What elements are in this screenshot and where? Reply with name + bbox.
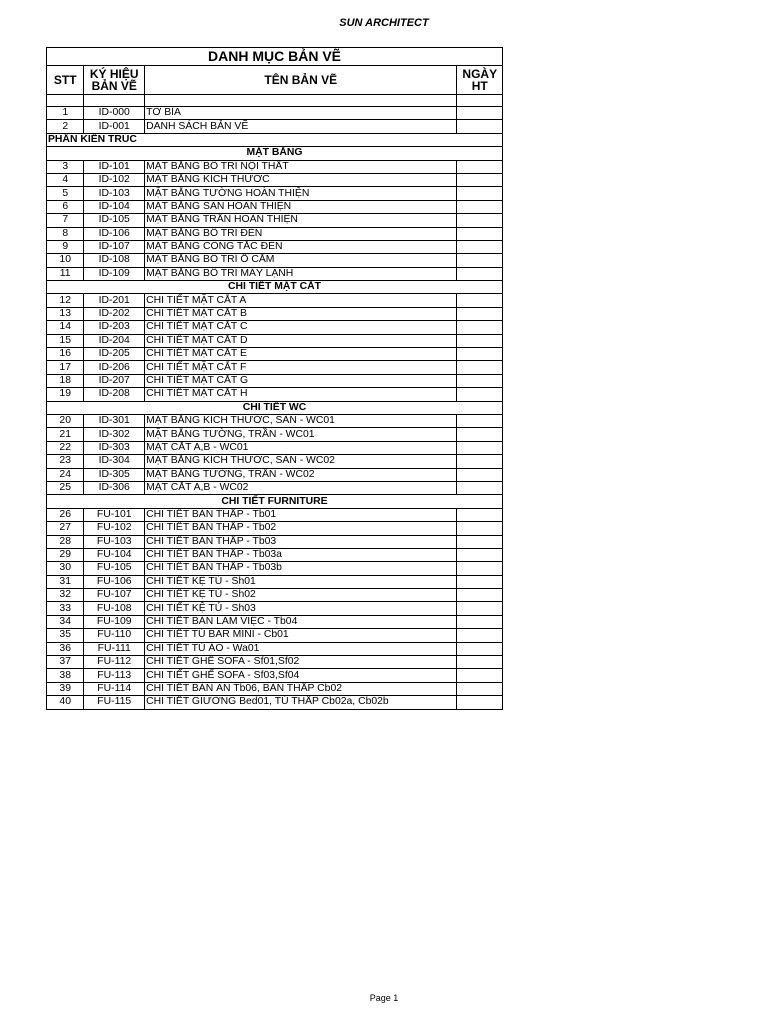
cell-date xyxy=(457,468,503,481)
cell-code: FU-102 xyxy=(84,522,145,535)
cell-code: FU-112 xyxy=(84,656,145,669)
cell-stt: 37 xyxy=(47,656,84,669)
cell-name: CHI TIẾT TỦ BAR MINI - Cb01 xyxy=(145,629,457,642)
cell-code: FU-106 xyxy=(84,575,145,588)
cell-stt: 14 xyxy=(47,321,84,334)
cell-code: FU-108 xyxy=(84,602,145,615)
section-heading-row xyxy=(47,495,503,508)
cell-name: CHI TIẾT GIƯỜNG Bed01, TỦ THẤP Cb02a, Cb02b xyxy=(145,696,457,709)
cell-date xyxy=(457,388,503,401)
cell-stt: 11 xyxy=(47,267,84,280)
cell-name: CHI TIẾT BÀN LÀM VIỆC - Tb04 xyxy=(145,615,457,628)
table-row xyxy=(47,656,503,669)
cell-date xyxy=(457,107,503,120)
table-row xyxy=(47,548,503,561)
cell-date xyxy=(457,334,503,347)
blank-row xyxy=(47,95,503,107)
section-heading-row xyxy=(47,147,503,160)
table-row xyxy=(47,615,503,628)
table-header-row xyxy=(47,66,503,95)
cell-date xyxy=(457,227,503,240)
cell-name: MẶT BẰNG BỐ TRÍ MÁY LẠNH xyxy=(145,267,457,280)
cell-stt: 16 xyxy=(47,348,84,361)
cell-code: FU-111 xyxy=(84,642,145,655)
table-row xyxy=(47,361,503,374)
cell-stt: 9 xyxy=(47,240,84,253)
cell-name: CHI TIẾT MẶT CẮT F xyxy=(145,361,457,374)
cell-date xyxy=(457,307,503,320)
cell-name: CHI TIẾT KỆ TỦ - Sh02 xyxy=(145,589,457,602)
cell-stt: 1 xyxy=(47,107,84,120)
table-row xyxy=(47,267,503,280)
cell-stt: 33 xyxy=(47,602,84,615)
cell-date xyxy=(457,629,503,642)
table-row xyxy=(47,682,503,695)
table-row xyxy=(47,481,503,494)
cell-code: ID-104 xyxy=(84,200,145,213)
table-row xyxy=(47,589,503,602)
cell-stt: 7 xyxy=(47,214,84,227)
table-row xyxy=(47,522,503,535)
cell-code: FU-107 xyxy=(84,589,145,602)
cell-code: ID-203 xyxy=(84,321,145,334)
cell-code: ID-204 xyxy=(84,334,145,347)
cell-name: MẶT CẮT A,B - WC01 xyxy=(145,441,457,454)
cell-name: CHI TIẾT KỆ TỦ - Sh01 xyxy=(145,575,457,588)
section-heading-row xyxy=(47,281,503,294)
blank-cell xyxy=(145,95,457,107)
cell-name: CHI TIẾT KỆ TỦ - Sh03 xyxy=(145,602,457,615)
cell-code: ID-109 xyxy=(84,267,145,280)
cell-stt: 23 xyxy=(47,455,84,468)
cell-code: ID-001 xyxy=(84,120,145,133)
cell-date xyxy=(457,508,503,521)
cell-name: MẶT BẰNG SÀN HOÀN THIỆN xyxy=(145,200,457,213)
table-row xyxy=(47,602,503,615)
cell-code: ID-102 xyxy=(84,173,145,186)
cell-code: FU-105 xyxy=(84,562,145,575)
cell-code: FU-114 xyxy=(84,682,145,695)
cell-code: ID-108 xyxy=(84,254,145,267)
cell-stt: 34 xyxy=(47,615,84,628)
cell-stt: 36 xyxy=(47,642,84,655)
table-row xyxy=(47,334,503,347)
section-heading: CHI TIẾT FURNITURE xyxy=(47,495,503,508)
table-row xyxy=(47,120,503,133)
cell-date xyxy=(457,361,503,374)
cell-date xyxy=(457,642,503,655)
col-header-name: TÊN BẢN VẼ xyxy=(145,66,457,95)
cell-code: FU-110 xyxy=(84,629,145,642)
table-row xyxy=(47,575,503,588)
cell-date xyxy=(457,214,503,227)
table-row xyxy=(47,468,503,481)
cell-name: CHI TIẾT MẶT CẮT E xyxy=(145,348,457,361)
cell-date xyxy=(457,173,503,186)
cell-stt: 18 xyxy=(47,374,84,387)
cell-date xyxy=(457,522,503,535)
cell-stt: 13 xyxy=(47,307,84,320)
cell-stt: 39 xyxy=(47,682,84,695)
cell-name: CHI TIẾT BÀN THẤP - Tb03b xyxy=(145,562,457,575)
section-heading: MẶT BẰNG xyxy=(47,147,503,160)
cell-stt: 22 xyxy=(47,441,84,454)
cell-code: ID-305 xyxy=(84,468,145,481)
cell-code: ID-303 xyxy=(84,441,145,454)
cell-code: ID-103 xyxy=(84,187,145,200)
table-row xyxy=(47,414,503,427)
cell-stt: 12 xyxy=(47,294,84,307)
cell-date xyxy=(457,535,503,548)
cell-name: CHI TIẾT MẶT CẮT G xyxy=(145,374,457,387)
cell-stt: 19 xyxy=(47,388,84,401)
blank-cell xyxy=(84,95,145,107)
cell-stt: 10 xyxy=(47,254,84,267)
cell-name: MẶT BẰNG KÍCH THƯỚC, SÀN - WC02 xyxy=(145,455,457,468)
cell-code: ID-207 xyxy=(84,374,145,387)
cell-name: CHI TIẾT BÀN THẤP - Tb02 xyxy=(145,522,457,535)
cell-date xyxy=(457,548,503,561)
cell-stt: 3 xyxy=(47,160,84,173)
cell-name: MẶT CẮT A,B - WC02 xyxy=(145,481,457,494)
cell-stt: 28 xyxy=(47,535,84,548)
cell-code: FU-101 xyxy=(84,508,145,521)
cell-date xyxy=(457,696,503,709)
cell-code: ID-205 xyxy=(84,348,145,361)
cell-name: CHI TIẾT BÀN THẤP - Tb01 xyxy=(145,508,457,521)
cell-date xyxy=(457,348,503,361)
table-title-row xyxy=(47,48,503,66)
cell-stt: 2 xyxy=(47,120,84,133)
cell-name: CHI TIẾT MẶT CẮT D xyxy=(145,334,457,347)
cell-date xyxy=(457,669,503,682)
table-row xyxy=(47,173,503,186)
cell-date xyxy=(457,187,503,200)
cell-date xyxy=(457,254,503,267)
cell-date xyxy=(457,120,503,133)
cell-stt: 6 xyxy=(47,200,84,213)
cell-stt: 5 xyxy=(47,187,84,200)
cell-code: ID-208 xyxy=(84,388,145,401)
table-row xyxy=(47,160,503,173)
cell-stt: 25 xyxy=(47,481,84,494)
cell-name: MẶT BẰNG TƯỜNG HOÀN THIỆN xyxy=(145,187,457,200)
cell-name: MẶT BẰNG BỐ TRÍ ĐÈN xyxy=(145,227,457,240)
cell-date xyxy=(457,374,503,387)
company-header: SUN ARCHITECT xyxy=(339,17,429,29)
table-row xyxy=(47,642,503,655)
cell-name: MẶT BẰNG TƯỜNG, TRẦN - WC02 xyxy=(145,468,457,481)
cell-stt: 35 xyxy=(47,629,84,642)
cell-stt: 4 xyxy=(47,173,84,186)
cell-stt: 40 xyxy=(47,696,84,709)
page-number: Page 1 xyxy=(369,993,399,1003)
cell-stt: 24 xyxy=(47,468,84,481)
section-heading: CHI TIẾT MẶT CẮT xyxy=(47,281,503,294)
cell-stt: 21 xyxy=(47,428,84,441)
cell-date xyxy=(457,615,503,628)
cell-date xyxy=(457,267,503,280)
cell-code: FU-113 xyxy=(84,669,145,682)
cell-stt: 32 xyxy=(47,589,84,602)
table-row xyxy=(47,107,503,120)
cell-stt: 26 xyxy=(47,508,84,521)
cell-code: FU-115 xyxy=(84,696,145,709)
cell-stt: 20 xyxy=(47,414,84,427)
cell-date xyxy=(457,455,503,468)
cell-code: FU-103 xyxy=(84,535,145,548)
table-row xyxy=(47,187,503,200)
cell-code: FU-104 xyxy=(84,548,145,561)
cell-date xyxy=(457,562,503,575)
cell-date xyxy=(457,682,503,695)
table-row xyxy=(47,321,503,334)
table-row xyxy=(47,214,503,227)
cell-code: ID-206 xyxy=(84,361,145,374)
cell-stt: 29 xyxy=(47,548,84,561)
col-header-code: KÝ HIỆU BẢN VẼ xyxy=(84,66,145,95)
cell-code: ID-301 xyxy=(84,414,145,427)
col-header-date: NGÀY HT xyxy=(457,66,503,95)
cell-name: MẶT BẰNG TRẦN HOÀN THIỆN xyxy=(145,214,457,227)
blank-cell xyxy=(47,95,84,107)
cell-name: MẶT BẰNG BỐ TRÍ NỘI THẤT xyxy=(145,160,457,173)
cell-name: MẶT BẰNG KÍCH THƯỚC, SÀN - WC01 xyxy=(145,414,457,427)
table-row xyxy=(47,227,503,240)
part-heading: PHẦN KIẾN TRÚC xyxy=(47,133,503,146)
table-row xyxy=(47,307,503,320)
cell-date xyxy=(457,294,503,307)
cell-name: MẶT BẰNG CÔNG TẮC ĐÈN xyxy=(145,240,457,253)
table-row xyxy=(47,428,503,441)
cell-code: ID-105 xyxy=(84,214,145,227)
cell-date xyxy=(457,428,503,441)
cell-stt: 17 xyxy=(47,361,84,374)
cell-date xyxy=(457,321,503,334)
cell-name: MẶT BẰNG TƯỜNG, TRẦN - WC01 xyxy=(145,428,457,441)
cell-name: MẶT BẰNG BỐ TRÍ Ổ CẮM xyxy=(145,254,457,267)
cell-name: DANH SÁCH BẢN VẼ xyxy=(145,120,457,133)
cell-code: ID-306 xyxy=(84,481,145,494)
cell-date xyxy=(457,160,503,173)
cell-date xyxy=(457,656,503,669)
cell-name: CHI TIẾT GHẾ SOFA - Sf01,Sf02 xyxy=(145,656,457,669)
cell-code: ID-202 xyxy=(84,307,145,320)
cell-date xyxy=(457,481,503,494)
cell-name: CHI TIẾT MẶT CẮT C xyxy=(145,321,457,334)
part-heading-row xyxy=(47,133,503,146)
cell-code: FU-109 xyxy=(84,615,145,628)
table-row xyxy=(47,441,503,454)
table-title: DANH MỤC BẢN VẼ xyxy=(47,48,503,66)
cell-code: ID-101 xyxy=(84,160,145,173)
cell-date xyxy=(457,575,503,588)
section-heading: CHI TIẾT WC xyxy=(47,401,503,414)
cell-stt: 15 xyxy=(47,334,84,347)
cell-code: ID-201 xyxy=(84,294,145,307)
table-row xyxy=(47,535,503,548)
drawing-list-table xyxy=(46,47,503,710)
table-row xyxy=(47,562,503,575)
table-row xyxy=(47,388,503,401)
cell-name: CHI TIẾT BÀN THẤP - Tb03a xyxy=(145,548,457,561)
cell-date xyxy=(457,200,503,213)
table-row xyxy=(47,374,503,387)
cell-name: TỜ BÌA xyxy=(145,107,457,120)
cell-date xyxy=(457,589,503,602)
cell-code: ID-107 xyxy=(84,240,145,253)
cell-name: CHI TIẾT TỦ ÁO - Wa01 xyxy=(145,642,457,655)
cell-name: CHI TIẾT MẶT CẮT B xyxy=(145,307,457,320)
table-row xyxy=(47,254,503,267)
table-row xyxy=(47,508,503,521)
cell-code: ID-106 xyxy=(84,227,145,240)
table-row xyxy=(47,455,503,468)
cell-name: CHI TIẾT BÀN ĂN Tb06, BÀN THẤP Cb02 xyxy=(145,682,457,695)
blank-cell xyxy=(457,95,503,107)
cell-name: CHI TIẾT BÀN THẤP - Tb03 xyxy=(145,535,457,548)
table-row xyxy=(47,348,503,361)
cell-name: CHI TIẾT MẶT CẮT A xyxy=(145,294,457,307)
cell-code: ID-304 xyxy=(84,455,145,468)
cell-date xyxy=(457,414,503,427)
cell-stt: 31 xyxy=(47,575,84,588)
col-header-stt: STT xyxy=(47,66,84,95)
cell-stt: 8 xyxy=(47,227,84,240)
cell-stt: 27 xyxy=(47,522,84,535)
cell-date xyxy=(457,441,503,454)
table-row xyxy=(47,294,503,307)
table-row xyxy=(47,629,503,642)
cell-code: ID-302 xyxy=(84,428,145,441)
cell-date xyxy=(457,602,503,615)
section-heading-row xyxy=(47,401,503,414)
cell-name: MẶT BẰNG KÍCH THƯỚC xyxy=(145,173,457,186)
cell-stt: 38 xyxy=(47,669,84,682)
cell-date xyxy=(457,240,503,253)
cell-name: CHI TIẾT MẶT CẮT H xyxy=(145,388,457,401)
table-row xyxy=(47,696,503,709)
cell-name: CHI TIẾT GHẾ SOFA - Sf03,Sf04 xyxy=(145,669,457,682)
cell-code: ID-000 xyxy=(84,107,145,120)
cell-stt: 30 xyxy=(47,562,84,575)
table-row xyxy=(47,240,503,253)
table-row xyxy=(47,669,503,682)
table-row xyxy=(47,200,503,213)
